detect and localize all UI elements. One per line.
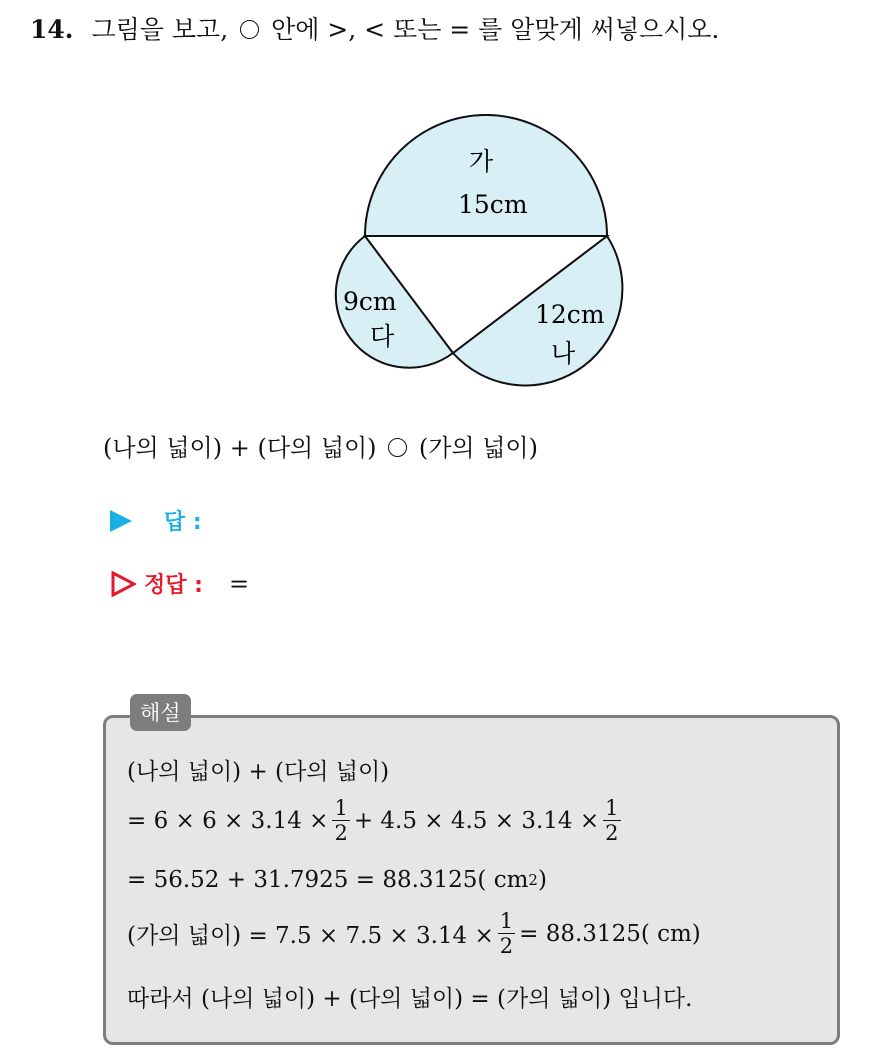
expression-left: (나의 넓이) + (다의 넓이) [103,434,377,462]
explanation-line-5: 따라서 (나의 넓이) + (다의 넓이) = (가의 넓이) 입니다. [127,986,693,1012]
explanation-line-3 [127,867,547,893]
outline-triangle-icon [110,571,136,597]
correct-label: 정답 : [144,573,203,598]
label-da: 다 [370,322,395,351]
explanation-line-2a: = 6 × 6 × 3.14 × [127,807,329,834]
explanation-line-4 [127,910,701,957]
explanation-line-3-text: = 56.52 + 31.7925 = 88.3125( cm [127,867,529,893]
explanation-line-1: (나의 넓이) + (다의 넓이) [127,759,390,785]
semicircle-figure [0,0,884,420]
answer-label: 답 : [164,510,202,535]
question-text-before: 그림을 보고, [91,15,229,44]
label-side-12: 12cm [535,300,605,329]
question-text-after: 안에 >, < 또는 = 를 알맞게 써넣으시오. [271,15,720,44]
circle-icon[interactable] [388,438,407,457]
fraction-one-half: $\frac{1}{2}$ [334,796,348,846]
label-ga: 가 [469,147,494,176]
explanation-line-4b: = 88.3125( cm) [519,920,701,947]
correct-value: = [228,569,250,598]
label-side-15: 15cm [458,190,528,219]
explanation-line-4a: (가의 넓이) = 7.5 × 7.5 × 3.14 × [127,923,494,950]
fraction-one-half: $\frac{1}{2}$ [605,796,619,846]
explanation-line-3-end: ) [537,867,547,893]
fraction-one-half: $\frac{1}{2}$ [499,909,514,959]
explanation-tag: 해설 [130,694,191,731]
correct-answer-row [110,568,249,599]
explanation-line-2 [127,797,625,844]
comparison-expression [103,428,538,463]
explanation-line-2b: + 4.5 × 4.5 × 3.14 × [353,807,600,834]
label-na: 나 [551,339,576,368]
answer-row [110,505,202,536]
label-side-9: 9cm [343,287,397,316]
expression-right: (가의 넓이) [418,434,538,462]
superscript-two: 2 [528,871,538,889]
play-triangle-icon [110,510,132,532]
question-number: 14. [30,15,74,44]
